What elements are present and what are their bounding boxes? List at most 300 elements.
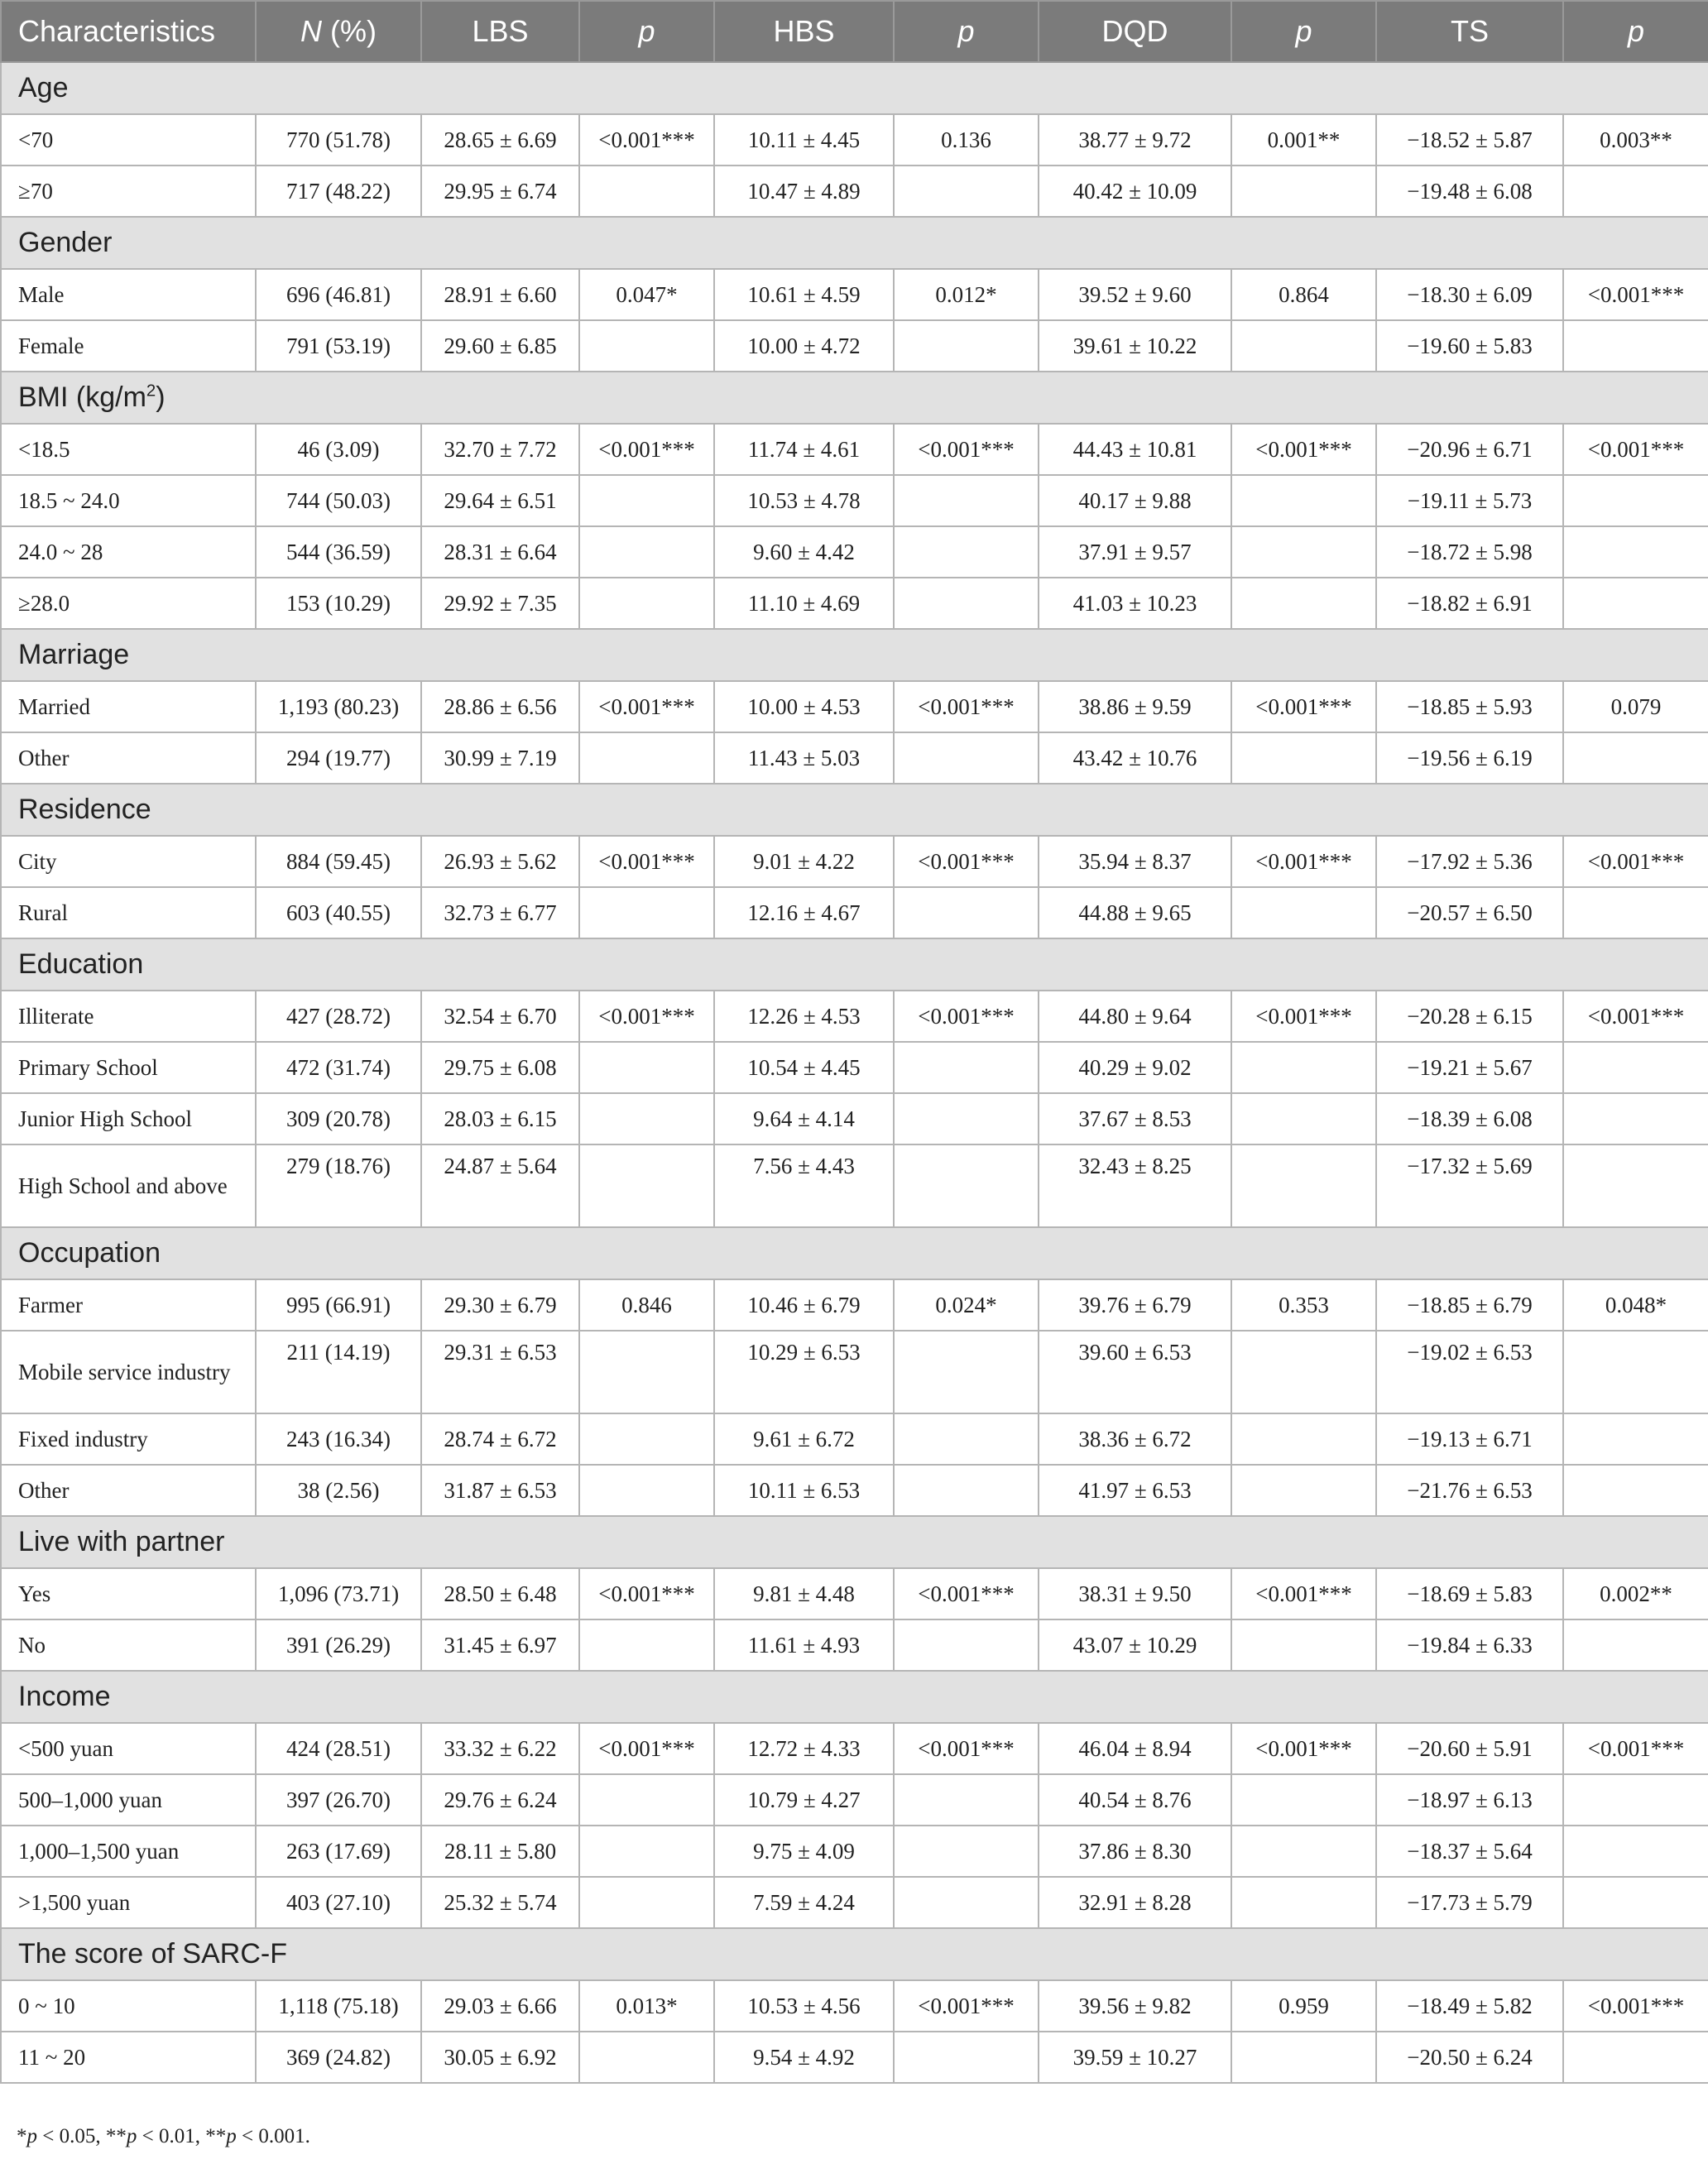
group-row	[1, 1671, 1708, 1723]
cell-dqd: 43.07 ± 10.29	[1039, 1619, 1231, 1671]
cell-p-hbs: 0.024*	[894, 1279, 1039, 1331]
cell-p-dqd: <0.001***	[1231, 991, 1376, 1042]
cell-dqd: 39.52 ± 9.60	[1039, 269, 1231, 320]
cell-p-lbs	[579, 1465, 714, 1516]
group-label	[1, 62, 1708, 114]
cell-p-dqd	[1231, 1042, 1376, 1093]
table-header	[1, 1, 1708, 62]
row-label: 500–1,000 yuan	[1, 1774, 256, 1826]
group-name: Residence	[18, 794, 151, 825]
cell-lbs: 28.91 ± 6.60	[421, 269, 579, 320]
cell-p-ts: <0.001***	[1563, 1723, 1708, 1774]
group-label	[1, 1227, 1708, 1279]
cell-lbs: 29.30 ± 6.79	[421, 1279, 579, 1331]
table-row	[1, 1331, 1708, 1413]
group-row	[1, 1928, 1708, 1980]
row-label: Farmer	[1, 1279, 256, 1331]
cell-p-lbs	[579, 1826, 714, 1877]
cell-dqd: 39.76 ± 6.79	[1039, 1279, 1231, 1331]
table-row	[1, 114, 1708, 166]
cell-p-ts: 0.002**	[1563, 1568, 1708, 1619]
cell-lbs: 33.32 ± 6.22	[421, 1723, 579, 1774]
cell-ts: −17.73 ± 5.79	[1376, 1877, 1563, 1928]
header-row	[1, 1, 1708, 62]
cell-p-dqd	[1231, 887, 1376, 938]
cell-lbs: 26.93 ± 5.62	[421, 836, 579, 887]
row-label: Male	[1, 269, 256, 320]
cell-p-lbs	[579, 1774, 714, 1826]
cell-p-lbs	[579, 1093, 714, 1144]
cell-p-dqd	[1231, 1093, 1376, 1144]
cell-p-ts	[1563, 887, 1708, 938]
cell-lbs: 32.54 ± 6.70	[421, 991, 579, 1042]
cell-p-ts	[1563, 1413, 1708, 1465]
cell-n-percent: 391 (26.29)	[256, 1619, 421, 1671]
row-label: 24.0 ~ 28	[1, 526, 256, 578]
cell-p-ts: 0.079	[1563, 681, 1708, 732]
cell-p-lbs: <0.001***	[579, 114, 714, 166]
cell-p-lbs	[579, 1144, 714, 1227]
row-label: Fixed industry	[1, 1413, 256, 1465]
cell-ts: −20.96 ± 6.71	[1376, 424, 1563, 475]
cell-p-hbs	[894, 526, 1039, 578]
cell-n-percent: 744 (50.03)	[256, 475, 421, 526]
cell-p-dqd	[1231, 1774, 1376, 1826]
cell-p-hbs: <0.001***	[894, 836, 1039, 887]
cell-lbs: 29.64 ± 6.51	[421, 475, 579, 526]
cell-p-hbs: 0.012*	[894, 269, 1039, 320]
cell-p-ts	[1563, 320, 1708, 372]
cell-n-percent: 603 (40.55)	[256, 887, 421, 938]
cell-p-hbs	[894, 1826, 1039, 1877]
table-row	[1, 2032, 1708, 2083]
row-label: <70	[1, 114, 256, 166]
cell-p-ts	[1563, 1144, 1708, 1227]
cell-p-lbs: <0.001***	[579, 1723, 714, 1774]
cell-p-ts: 0.048*	[1563, 1279, 1708, 1331]
header-p-lbs-text: p	[638, 14, 655, 48]
cell-p-ts	[1563, 578, 1708, 629]
cell-dqd: 39.61 ± 10.22	[1039, 320, 1231, 372]
cell-p-dqd	[1231, 2032, 1376, 2083]
group-row	[1, 1516, 1708, 1568]
cell-p-dqd	[1231, 166, 1376, 217]
table-row	[1, 269, 1708, 320]
cell-lbs: 29.31 ± 6.53	[421, 1331, 579, 1413]
group-name-superscript: 2	[146, 381, 156, 401]
header-n-percent	[256, 1, 421, 62]
cell-p-ts	[1563, 1093, 1708, 1144]
row-label: ≥70	[1, 166, 256, 217]
cell-p-ts	[1563, 1619, 1708, 1671]
footnote-part: p	[126, 2125, 137, 2147]
cell-hbs: 10.61 ± 4.59	[714, 269, 894, 320]
cell-lbs: 28.50 ± 6.48	[421, 1568, 579, 1619]
cell-hbs: 11.10 ± 4.69	[714, 578, 894, 629]
cell-dqd: 35.94 ± 8.37	[1039, 836, 1231, 887]
cell-p-dqd	[1231, 1877, 1376, 1928]
cell-dqd: 37.86 ± 8.30	[1039, 1826, 1231, 1877]
cell-n-percent: 884 (59.45)	[256, 836, 421, 887]
cell-p-ts: <0.001***	[1563, 424, 1708, 475]
cell-p-hbs	[894, 166, 1039, 217]
cell-ts: −17.92 ± 5.36	[1376, 836, 1563, 887]
header-n-letter: N	[300, 14, 322, 48]
row-label: Married	[1, 681, 256, 732]
cell-lbs: 32.70 ± 7.72	[421, 424, 579, 475]
table-row	[1, 732, 1708, 784]
cell-p-ts: <0.001***	[1563, 991, 1708, 1042]
footnote-part: p	[226, 2125, 237, 2147]
cell-p-dqd	[1231, 1619, 1376, 1671]
cell-p-dqd: 0.959	[1231, 1980, 1376, 2032]
row-label: ≥28.0	[1, 578, 256, 629]
table-row	[1, 1826, 1708, 1877]
cell-p-ts	[1563, 1774, 1708, 1826]
cell-dqd: 40.17 ± 9.88	[1039, 475, 1231, 526]
group-label	[1, 1516, 1708, 1568]
row-label: Yes	[1, 1568, 256, 1619]
cell-n-percent: 397 (26.70)	[256, 1774, 421, 1826]
cell-hbs: 9.54 ± 4.92	[714, 2032, 894, 2083]
group-name: Live with partner	[18, 1526, 225, 1557]
cell-hbs: 11.61 ± 4.93	[714, 1619, 894, 1671]
cell-p-lbs: <0.001***	[579, 991, 714, 1042]
cell-lbs: 24.87 ± 5.64	[421, 1144, 579, 1227]
table-row	[1, 681, 1708, 732]
cell-n-percent: 243 (16.34)	[256, 1413, 421, 1465]
cell-ts: −18.85 ± 5.93	[1376, 681, 1563, 732]
group-name: Age	[18, 72, 69, 103]
cell-hbs: 10.00 ± 4.72	[714, 320, 894, 372]
table-row	[1, 991, 1708, 1042]
cell-p-hbs	[894, 732, 1039, 784]
group-row	[1, 784, 1708, 836]
cell-p-lbs	[579, 1619, 714, 1671]
cell-n-percent: 427 (28.72)	[256, 991, 421, 1042]
cell-p-ts	[1563, 732, 1708, 784]
cell-hbs: 12.26 ± 4.53	[714, 991, 894, 1042]
cell-lbs: 32.73 ± 6.77	[421, 887, 579, 938]
table-row	[1, 424, 1708, 475]
cell-hbs: 10.47 ± 4.89	[714, 166, 894, 217]
footnote-part: < 0.001.	[236, 2125, 310, 2147]
group-row	[1, 938, 1708, 991]
cell-hbs: 12.16 ± 4.67	[714, 887, 894, 938]
row-label: High School and above	[1, 1144, 256, 1227]
cell-p-hbs	[894, 475, 1039, 526]
cell-n-percent: 403 (27.10)	[256, 1877, 421, 1928]
cell-p-hbs: <0.001***	[894, 1568, 1039, 1619]
group-name: The score of SARC-F	[18, 1938, 287, 1970]
cell-lbs: 28.74 ± 6.72	[421, 1413, 579, 1465]
cell-lbs: 30.05 ± 6.92	[421, 2032, 579, 2083]
header-p-dqd-text: p	[1295, 14, 1312, 48]
group-row	[1, 217, 1708, 269]
cell-ts: −18.82 ± 6.91	[1376, 578, 1563, 629]
group-label	[1, 938, 1708, 991]
table-row	[1, 526, 1708, 578]
header-p-lbs	[579, 1, 714, 62]
cell-p-ts	[1563, 1042, 1708, 1093]
cell-p-hbs: <0.001***	[894, 991, 1039, 1042]
footnote-part: < 0.01, **	[137, 2125, 227, 2147]
cell-p-dqd	[1231, 1413, 1376, 1465]
table-row	[1, 1413, 1708, 1465]
cell-dqd: 32.91 ± 8.28	[1039, 1877, 1231, 1928]
cell-p-dqd	[1231, 475, 1376, 526]
cell-p-dqd	[1231, 1331, 1376, 1413]
cell-n-percent: 294 (19.77)	[256, 732, 421, 784]
cell-n-percent: 717 (48.22)	[256, 166, 421, 217]
table-row	[1, 1144, 1708, 1227]
cell-hbs: 10.79 ± 4.27	[714, 1774, 894, 1826]
row-label: No	[1, 1619, 256, 1671]
cell-p-lbs	[579, 475, 714, 526]
cell-p-dqd: 0.001**	[1231, 114, 1376, 166]
cell-hbs: 9.61 ± 6.72	[714, 1413, 894, 1465]
cell-dqd: 38.31 ± 9.50	[1039, 1568, 1231, 1619]
cell-n-percent: 424 (28.51)	[256, 1723, 421, 1774]
cell-p-dqd	[1231, 320, 1376, 372]
cell-p-hbs: <0.001***	[894, 424, 1039, 475]
table-row	[1, 578, 1708, 629]
cell-p-ts	[1563, 2032, 1708, 2083]
cell-dqd: 39.60 ± 6.53	[1039, 1331, 1231, 1413]
cell-dqd: 37.67 ± 8.53	[1039, 1093, 1231, 1144]
cell-ts: −18.49 ± 5.82	[1376, 1980, 1563, 2032]
cell-hbs: 9.60 ± 4.42	[714, 526, 894, 578]
header-p-ts-text: p	[1627, 14, 1645, 48]
cell-p-hbs	[894, 1144, 1039, 1227]
cell-p-hbs	[894, 2032, 1039, 2083]
cell-ts: −18.39 ± 6.08	[1376, 1093, 1563, 1144]
cell-ts: −18.85 ± 6.79	[1376, 1279, 1563, 1331]
cell-lbs: 25.32 ± 5.74	[421, 1877, 579, 1928]
cell-lbs: 29.03 ± 6.66	[421, 1980, 579, 2032]
cell-dqd: 40.29 ± 9.02	[1039, 1042, 1231, 1093]
cell-hbs: 10.53 ± 4.56	[714, 1980, 894, 2032]
group-name: Gender	[18, 227, 113, 258]
header-p-ts	[1563, 1, 1708, 62]
cell-hbs: 10.29 ± 6.53	[714, 1331, 894, 1413]
table-row	[1, 320, 1708, 372]
cell-ts: −19.13 ± 6.71	[1376, 1413, 1563, 1465]
cell-n-percent: 38 (2.56)	[256, 1465, 421, 1516]
cell-p-dqd: <0.001***	[1231, 681, 1376, 732]
cell-ts: −18.72 ± 5.98	[1376, 526, 1563, 578]
header-hbs: HBS	[714, 1, 894, 62]
group-name: BMI (kg/m	[18, 381, 146, 413]
cell-lbs: 29.75 ± 6.08	[421, 1042, 579, 1093]
cell-p-ts	[1563, 166, 1708, 217]
cell-p-hbs	[894, 320, 1039, 372]
row-label: Illiterate	[1, 991, 256, 1042]
cell-p-lbs: <0.001***	[579, 836, 714, 887]
group-label	[1, 217, 1708, 269]
cell-hbs: 9.81 ± 4.48	[714, 1568, 894, 1619]
cell-p-dqd: <0.001***	[1231, 836, 1376, 887]
cell-ts: −21.76 ± 6.53	[1376, 1465, 1563, 1516]
row-label: <18.5	[1, 424, 256, 475]
cell-hbs: 7.56 ± 4.43	[714, 1144, 894, 1227]
cell-ts: −19.21 ± 5.67	[1376, 1042, 1563, 1093]
cell-hbs: 7.59 ± 4.24	[714, 1877, 894, 1928]
cell-p-hbs	[894, 1465, 1039, 1516]
header-lbs: LBS	[421, 1, 579, 62]
cell-hbs: 10.00 ± 4.53	[714, 681, 894, 732]
cell-p-hbs	[894, 1093, 1039, 1144]
table-row	[1, 166, 1708, 217]
cell-n-percent: 211 (14.19)	[256, 1331, 421, 1413]
group-row	[1, 629, 1708, 681]
table-footnote	[17, 2125, 310, 2148]
cell-p-lbs	[579, 1331, 714, 1413]
group-label	[1, 1671, 1708, 1723]
cell-hbs: 11.43 ± 5.03	[714, 732, 894, 784]
cell-p-lbs	[579, 320, 714, 372]
cell-p-hbs: <0.001***	[894, 1723, 1039, 1774]
cell-p-lbs	[579, 1877, 714, 1928]
row-label: Other	[1, 732, 256, 784]
cell-dqd: 46.04 ± 8.94	[1039, 1723, 1231, 1774]
cell-n-percent: 279 (18.76)	[256, 1144, 421, 1227]
cell-p-dqd	[1231, 526, 1376, 578]
cell-p-hbs: <0.001***	[894, 1980, 1039, 2032]
cell-lbs: 28.03 ± 6.15	[421, 1093, 579, 1144]
cell-p-dqd: 0.353	[1231, 1279, 1376, 1331]
cell-hbs: 10.54 ± 4.45	[714, 1042, 894, 1093]
cell-lbs: 28.31 ± 6.64	[421, 526, 579, 578]
cell-p-ts: 0.003**	[1563, 114, 1708, 166]
cell-dqd: 38.77 ± 9.72	[1039, 114, 1231, 166]
row-label: 1,000–1,500 yuan	[1, 1826, 256, 1877]
cell-p-ts	[1563, 475, 1708, 526]
cell-ts: −18.69 ± 5.83	[1376, 1568, 1563, 1619]
cell-lbs: 31.45 ± 6.97	[421, 1619, 579, 1671]
header-p-dqd	[1231, 1, 1376, 62]
cell-dqd: 41.97 ± 6.53	[1039, 1465, 1231, 1516]
cell-p-hbs	[894, 578, 1039, 629]
cell-n-percent: 309 (20.78)	[256, 1093, 421, 1144]
group-name: Education	[18, 948, 144, 980]
header-p-hbs	[894, 1, 1039, 62]
table-row	[1, 887, 1708, 938]
cell-lbs: 28.86 ± 6.56	[421, 681, 579, 732]
row-label: City	[1, 836, 256, 887]
cell-p-lbs: 0.846	[579, 1279, 714, 1331]
table-body	[1, 62, 1708, 2083]
cell-ts: −20.60 ± 5.91	[1376, 1723, 1563, 1774]
table-row	[1, 1279, 1708, 1331]
cell-p-lbs: 0.047*	[579, 269, 714, 320]
table-row	[1, 1568, 1708, 1619]
cell-dqd: 43.42 ± 10.76	[1039, 732, 1231, 784]
table-row	[1, 1723, 1708, 1774]
cell-p-hbs	[894, 1619, 1039, 1671]
row-label: Female	[1, 320, 256, 372]
group-row	[1, 62, 1708, 114]
cell-ts: −17.32 ± 5.69	[1376, 1144, 1563, 1227]
cell-p-dqd	[1231, 732, 1376, 784]
cell-p-dqd	[1231, 1144, 1376, 1227]
row-label: Primary School	[1, 1042, 256, 1093]
group-label	[1, 784, 1708, 836]
cell-p-lbs	[579, 732, 714, 784]
group-row	[1, 1227, 1708, 1279]
cell-lbs: 28.11 ± 5.80	[421, 1826, 579, 1877]
cell-p-lbs	[579, 578, 714, 629]
group-name: Income	[18, 1681, 111, 1712]
table-row	[1, 1980, 1708, 2032]
cell-p-dqd: <0.001***	[1231, 1723, 1376, 1774]
table-row	[1, 1774, 1708, 1826]
cell-ts: −20.28 ± 6.15	[1376, 991, 1563, 1042]
group-row	[1, 372, 1708, 424]
table-row	[1, 1877, 1708, 1928]
cell-dqd: 38.36 ± 6.72	[1039, 1413, 1231, 1465]
cell-lbs: 30.99 ± 7.19	[421, 732, 579, 784]
row-label: 0 ~ 10	[1, 1980, 256, 2032]
cell-ts: −18.97 ± 6.13	[1376, 1774, 1563, 1826]
cell-n-percent: 544 (36.59)	[256, 526, 421, 578]
cell-hbs: 11.74 ± 4.61	[714, 424, 894, 475]
cell-dqd: 44.43 ± 10.81	[1039, 424, 1231, 475]
cell-dqd: 40.54 ± 8.76	[1039, 1774, 1231, 1826]
cell-hbs: 9.75 ± 4.09	[714, 1826, 894, 1877]
cell-ts: −19.48 ± 6.08	[1376, 166, 1563, 217]
header-characteristics: Characteristics	[1, 1, 256, 62]
cell-lbs: 29.95 ± 6.74	[421, 166, 579, 217]
cell-p-dqd: <0.001***	[1231, 1568, 1376, 1619]
table-row	[1, 1465, 1708, 1516]
cell-p-lbs	[579, 2032, 714, 2083]
footnote-part: < 0.05, **	[37, 2125, 127, 2147]
cell-p-hbs	[894, 1413, 1039, 1465]
table-row	[1, 1619, 1708, 1671]
cell-p-lbs: <0.001***	[579, 1568, 714, 1619]
cell-p-ts: <0.001***	[1563, 836, 1708, 887]
cell-p-hbs	[894, 1042, 1039, 1093]
cell-lbs: 29.76 ± 6.24	[421, 1774, 579, 1826]
cell-p-lbs: 0.013*	[579, 1980, 714, 2032]
cell-ts: −18.37 ± 5.64	[1376, 1826, 1563, 1877]
header-dqd: DQD	[1039, 1, 1231, 62]
header-ts: TS	[1376, 1, 1563, 62]
cell-hbs: 10.11 ± 4.45	[714, 114, 894, 166]
cell-p-dqd	[1231, 1465, 1376, 1516]
cell-p-ts	[1563, 526, 1708, 578]
row-label: Junior High School	[1, 1093, 256, 1144]
row-label: 11 ~ 20	[1, 2032, 256, 2083]
cell-p-lbs	[579, 526, 714, 578]
cell-dqd: 39.56 ± 9.82	[1039, 1980, 1231, 2032]
cell-p-ts: <0.001***	[1563, 269, 1708, 320]
cell-p-ts	[1563, 1465, 1708, 1516]
cell-p-ts	[1563, 1826, 1708, 1877]
cell-ts: −20.50 ± 6.24	[1376, 2032, 1563, 2083]
cell-ts: −18.30 ± 6.09	[1376, 269, 1563, 320]
cell-dqd: 37.91 ± 9.57	[1039, 526, 1231, 578]
cell-lbs: 28.65 ± 6.69	[421, 114, 579, 166]
cell-p-dqd	[1231, 578, 1376, 629]
cell-p-dqd: <0.001***	[1231, 424, 1376, 475]
header-n-rest: (%)	[322, 14, 377, 48]
cell-n-percent: 1,118 (75.18)	[256, 1980, 421, 2032]
cell-p-hbs: <0.001***	[894, 681, 1039, 732]
cell-n-percent: 369 (24.82)	[256, 2032, 421, 2083]
cell-n-percent: 472 (31.74)	[256, 1042, 421, 1093]
